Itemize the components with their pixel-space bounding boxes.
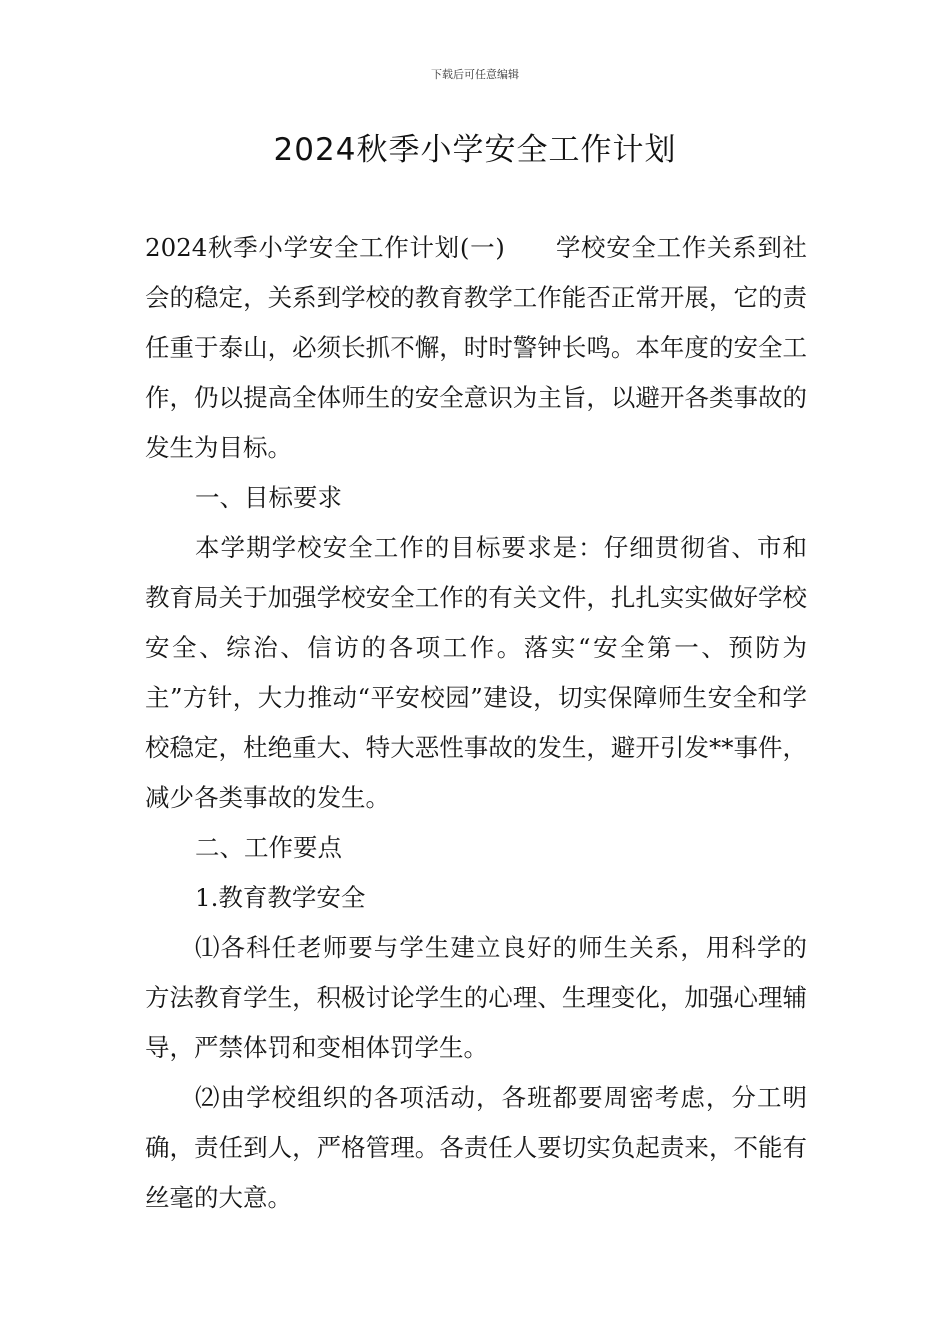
intro-paragraph: 2024秋季小学安全工作计划(一) 学校安全工作关系到社会的稳定，关系到学校的教育教学工作能否正常开展，它的责任重于泰山，必须长抓不懈，时时警钟长鸣。本年度的安全工作，仍以提高全体师生的安全意识为主旨，以避开各类事故的发生为目标。 [145,233,807,462]
page-header-note: 下载后可任意编辑 [431,68,519,81]
subsection-heading-teaching-safety: 1.教育教学安全 [195,883,366,912]
section-heading-key-points: 二、工作要点 [195,833,342,862]
item-paragraph-1: ⑴各科任老师要与学生建立良好的师生关系，用科学的方法教育学生，积极讨论学生的心理、生理变化，加强心理辅导，严禁体罚和变相体罚学生。 [145,933,807,1062]
section-heading-goals: 一、目标要求 [195,483,342,512]
document-body [145,223,807,1223]
document-title: 2024秋季小学安全工作计划 [273,132,677,168]
item-paragraph-2: ⑵由学校组织的各项活动，各班都要周密考虑，分工明确，责任到人，严格管理。各责任人要切实负起责来，不能有丝毫的大意。 [145,1083,807,1212]
goals-paragraph: 本学期学校安全工作的目标要求是：仔细贯彻省、市和教育局关于加强学校安全工作的有关文件，扎扎实实做好学校安全、综治、信访的各项工作。落实“安全第一、预防为主”方针，大力推动“平安校园”建设，切实保障师生安全和学校稳定，杜绝重大、特大恶性事故的发生，避开引发**事件，减少各类事故的发生。 [145,533,807,812]
